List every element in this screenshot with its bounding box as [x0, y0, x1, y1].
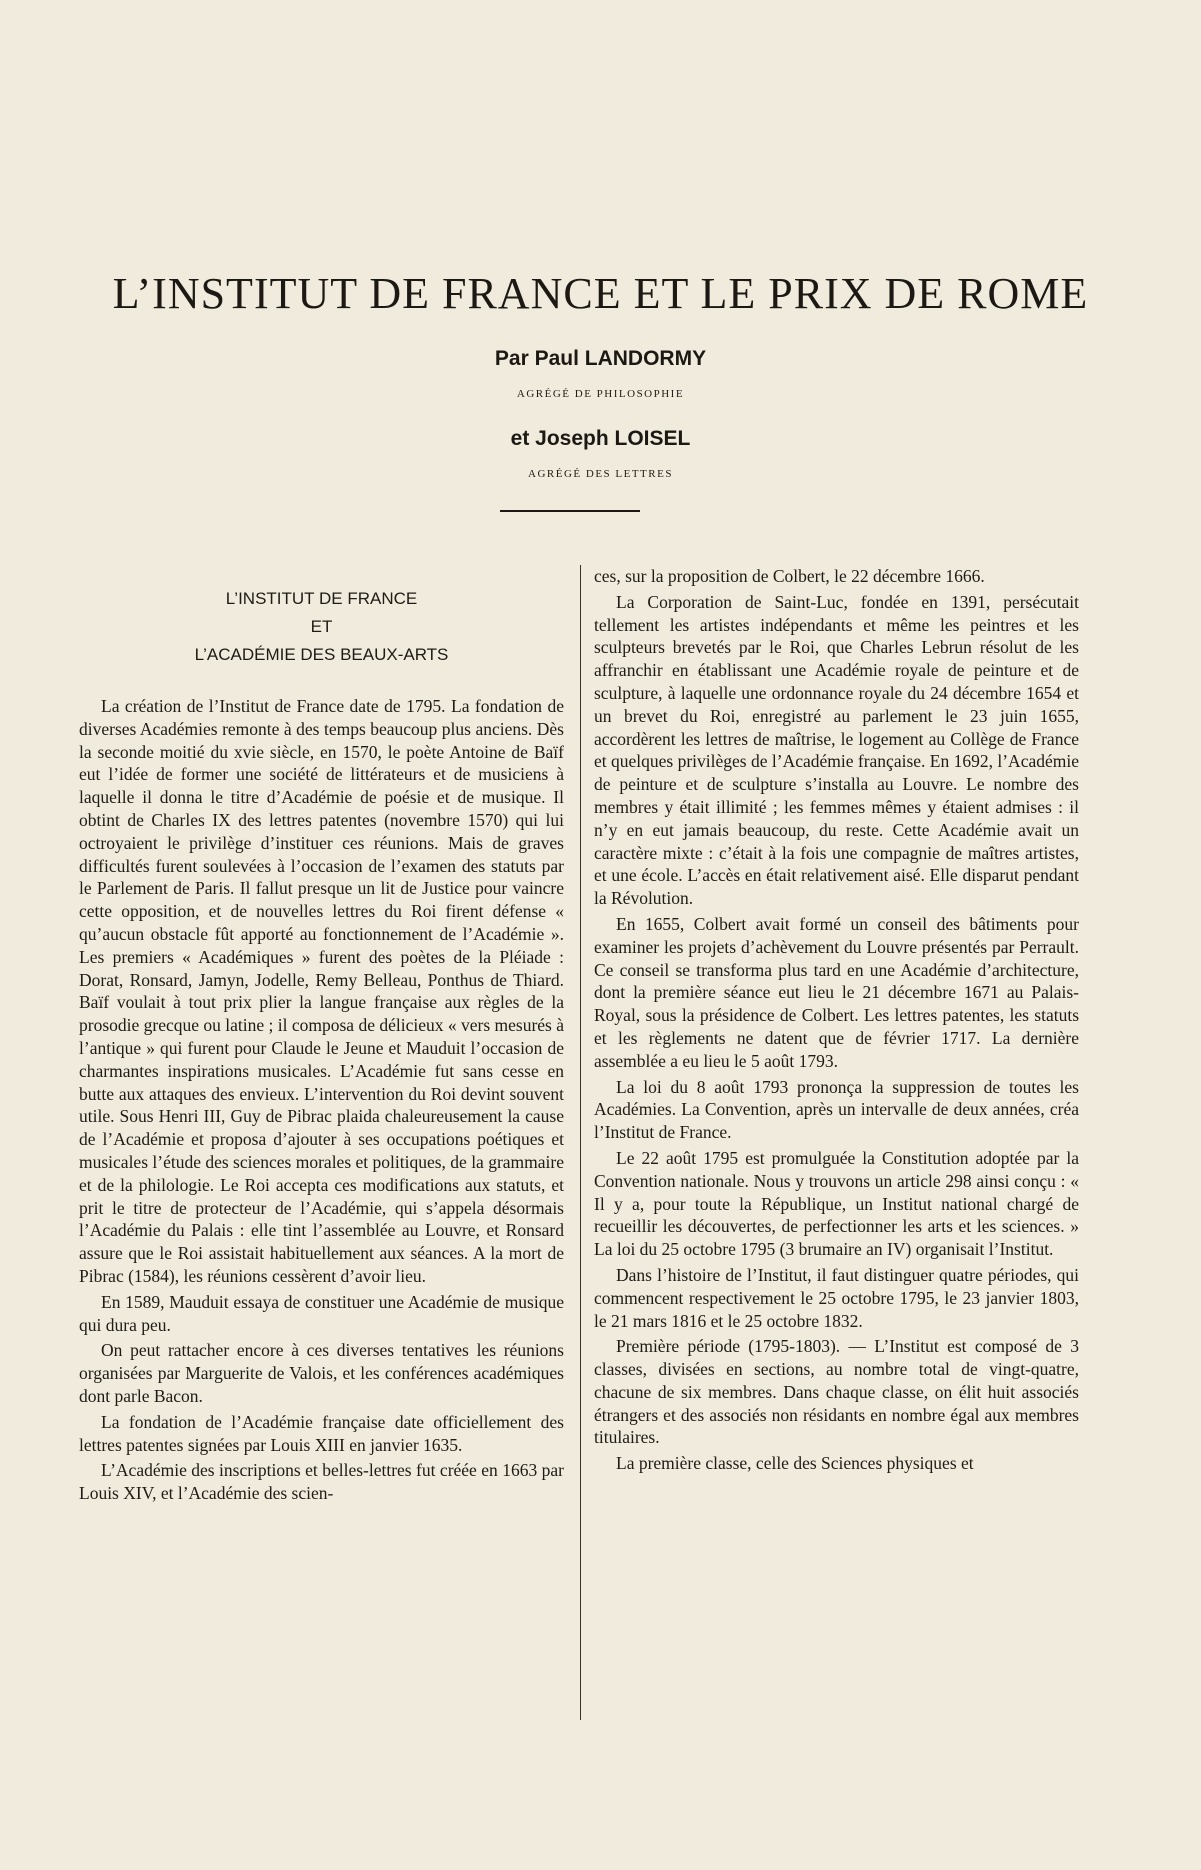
section-heading	[79, 585, 564, 669]
paragraph: La première classe, celle des Sciences physiques et	[616, 1453, 974, 1474]
paragraph: On peut rattacher encore à ces diverses tentatives les réunions organisées par Marguerite de Valois, et les conférences académiques dont parle Bacon.	[79, 1340, 564, 1406]
section-heading-line: ET	[310, 617, 333, 636]
paragraph: La Corporation de Saint-Luc, fondée en 1391, persécutait tellement les artistes indépendants et même les peintres et les sculpteurs brevetés par le Roi, que Charles Lebrun résolut de les affranchir en établissant une Académie royale de peinture et de sculpture, à laquelle une ordonnance royale du 24 décembre 1654 et un brevet du Roi, enregistré au parlement le 23 juin 1655, accordèrent les lettres de maîtrise, le logement au Collège de France et quelques privilèges de l’Académie française. En 1692, l’Académie de peinture et de sculpture s’installa au Louvre. Le nombre des membres y était illimité ; les femmes mêmes y étaient admises : il n’y en eut jamais beaucoup, du reste. Cette Académie avait un caractère mixte : c’était à la fois une compagnie de maîtres artistes, et une école. L’accès en était relativement aisé. Elle disparut pendant la Révolution.	[594, 591, 1079, 909]
paragraph: La loi du 8 août 1793 prononça la suppression de toutes les Académies. La Convention, après un intervalle de deux années, créa l’Institut de France.	[594, 1076, 1079, 1143]
right-column	[594, 565, 1079, 1715]
paragraph: L’Académie des inscriptions et belles-lettres fut créée en 1663 par Louis XIV, et l’Académie des scien-	[79, 1460, 564, 1504]
paragraph: ces, sur la proposition de Colbert, le 22 décembre 1666.	[594, 566, 985, 586]
paragraph: Première période (1795-1803). — L’Institut est composé de 3 classes, divisées en sections, au nombre total de vingt-quatre, chacune de six membres. Dans chaque classe, on élit huit associés étrangers et des associés non résidants en nombre égal aux membres titulaires.	[594, 1336, 1079, 1448]
author-1-qualification: AGRÉGÉ DE PHILOSOPHIE	[516, 388, 685, 400]
column-divider	[580, 565, 581, 1720]
paragraph: Dans l’histoire de l’Institut, il faut distinguer quatre périodes, qui commencent respectivement le 25 octobre 1795, le 23 janvier 1803, le 21 mars 1816 et le 25 octobre 1832.	[594, 1264, 1079, 1331]
left-column	[79, 565, 564, 1715]
paragraph: La fondation de l’Académie française date officiellement des lettres patentes signées par Louis XIII en janvier 1635.	[79, 1411, 564, 1455]
title-divider	[500, 510, 640, 512]
paragraph: En 1589, Mauduit essaya de constituer une Académie de musique qui dura peu.	[79, 1291, 564, 1335]
author-2: et Joseph LOISEL	[510, 427, 691, 450]
paragraph: Le 22 août 1795 est promulguée la Constitution adoptée par la Convention nationale. Nous y trouvons un article 298 ainsi conçu : « Il y a, pour toute la République, un Institut national chargé de recueillir les découvertes, de perfectionner les arts et les sciences. » La loi du 25 octobre 1795 (3 brumaire an IV) organisait l’Institut.	[594, 1147, 1079, 1260]
section-heading-line: L’INSTITUT DE FRANCE	[225, 589, 418, 608]
author-1: Par Paul LANDORMY	[494, 347, 707, 370]
paragraph: La création de l’Institut de France date de 1795. La fondation de diverses Académies remonte à des temps beaucoup plus anciens. Dès la seconde moitié du xvie siècle, en 1570, le poète Antoine de Baïf eut l’idée de former une société de littérateurs et de musiciens à laquelle il donna le titre d’Académie de poésie et de musique. Il obtint de Charles IX des lettres patentes (novembre 1570) qui lui octroyaient le privilège d’instituer ces réunions. Mais de graves difficultés furent soulevées à l’occasion de l’examen des statuts par le Parlement de Paris. Il fallut presque un lit de Justice pour vaincre cette opposition, et de nouvelles lettres du Roi firent défense « qu’aucun obstacle fût apporté au fonctionnement de l’Académie ». Les premiers « Académiques » furent des poètes de la Pléiade : Dorat, Ronsard, Jamyn, Jodelle, Remy Belleau, Ponthus de Thiard. Baïf voulait à tout prix plier la langue française aux règles de la prosodie grecque ou latine ; il composa de délicieux « vers mesurés à l’antique » qui furent pour Claude le Jeune et Mauduit l’occasion de charmantes inspirations musicales. L’Académie fut sans cesse en butte aux attaques des envieux. L’intervention du Roi devint souvent utile. Sous Henri III, Guy de Pibrac plaida chaleureusement la cause de l’Académie et proposa d’ajouter à ses occupations poétiques et musicales l’étude des sciences morales et politiques, de la grammaire et de la philologie. Le Roi accepta ces modifications aux statuts, et prit le titre de protecteur de l’Académie, qui s’appela désormais l’Académie du Palais : elle tint l’assemblée au Louvre, et Ronsard assure que le Roi assistait habituellement aux séances. A la mort de Pibrac (1584), les réunions cessèrent d’avoir lieu.	[79, 696, 564, 1286]
paragraph: En 1655, Colbert avait formé un conseil des bâtiments pour examiner les projets d’achèvement du Louvre présentés par Perrault. Ce conseil se transforma plus tard en une Académie d’architecture, dont la première séance eut lieu le 21 décembre 1671 au Palais-Royal, sous la présidence de Colbert. Les lettres patentes, les statuts et les règlements ne datent que de février 1717. La dernière assemblée a eu lieu le 5 août 1793.	[594, 913, 1079, 1071]
article-title: L’INSTITUT DE FRANCE ET LE PRIX DE ROME	[112, 269, 1089, 318]
author-2-qualification: AGRÉGÉ DES LETTRES	[528, 468, 673, 480]
section-heading-line: L’ACADÉMIE DES BEAUX-ARTS	[194, 645, 449, 664]
